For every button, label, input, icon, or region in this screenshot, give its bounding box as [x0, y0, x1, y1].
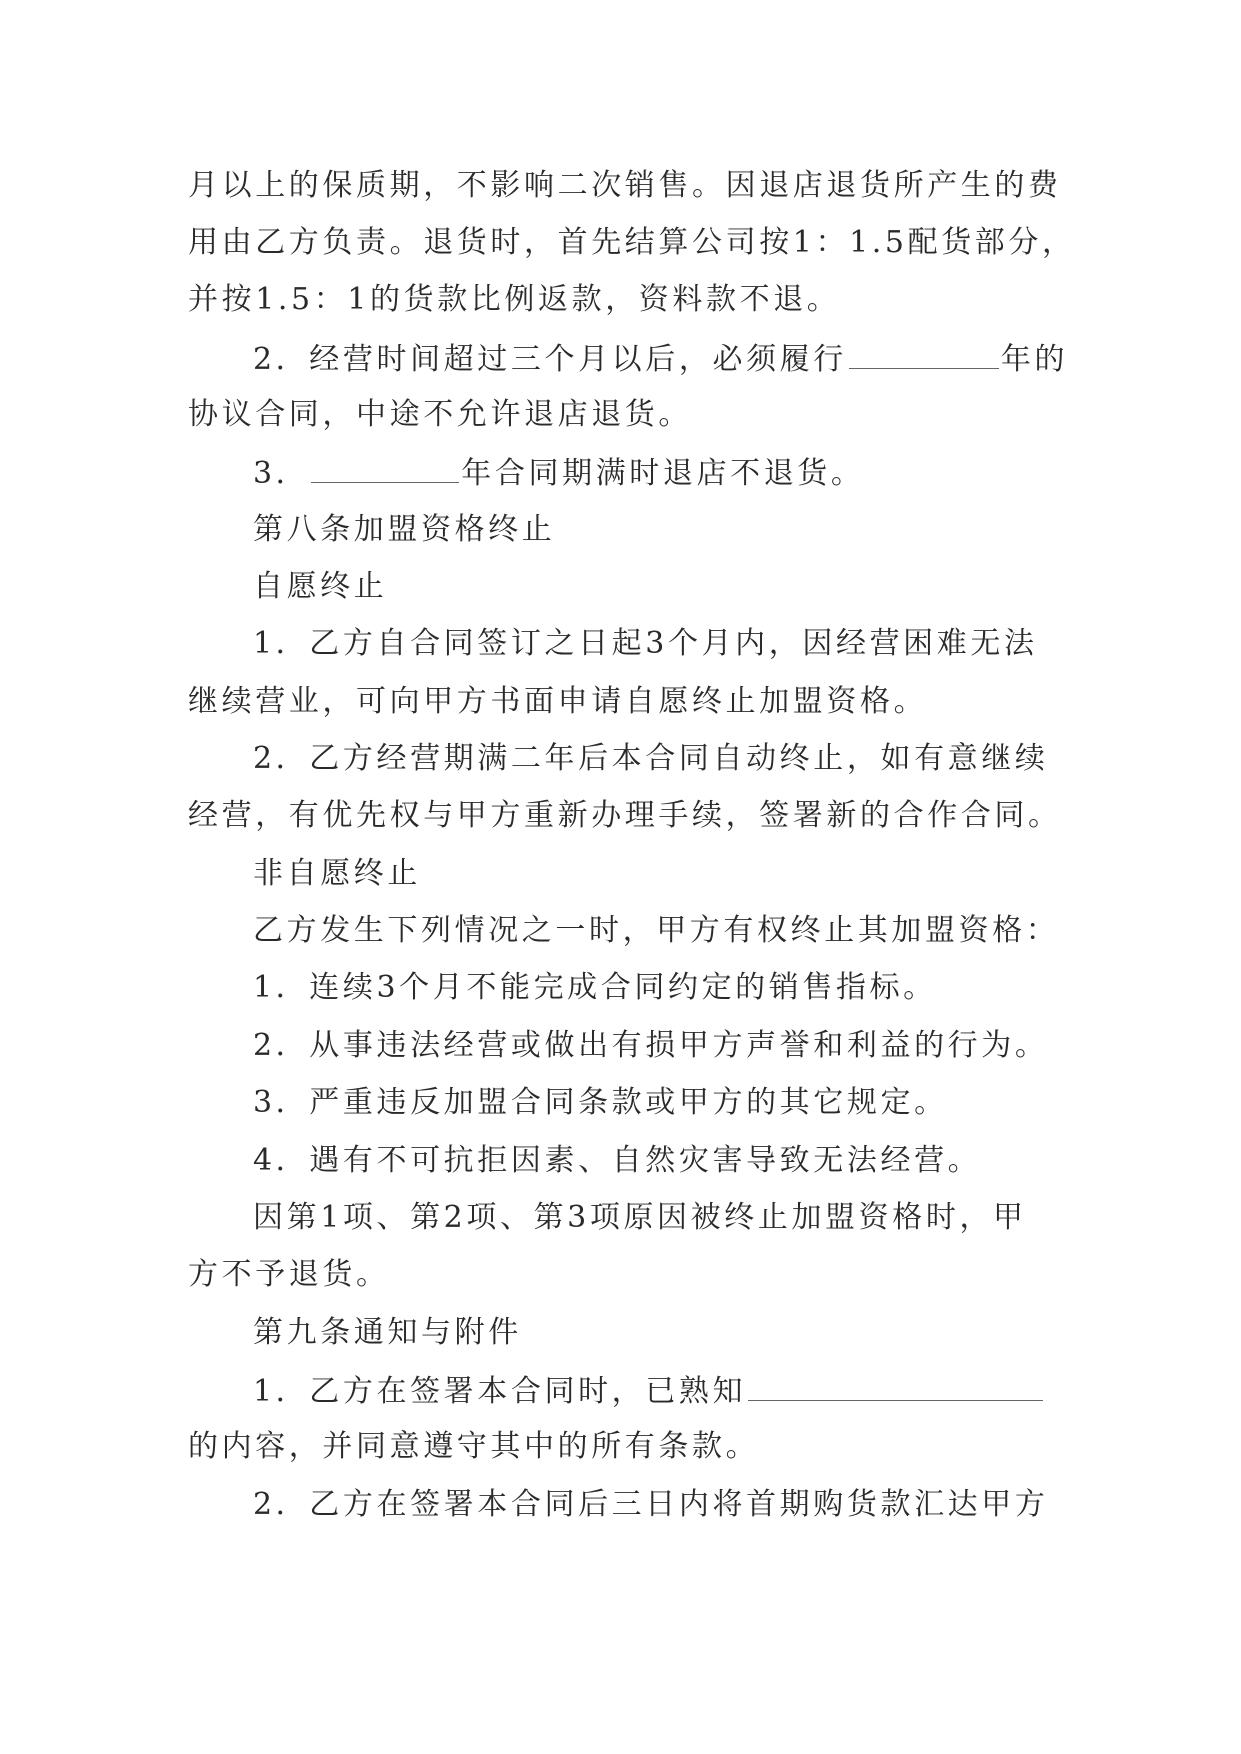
text-line	[253, 739, 1049, 779]
line-text: 方不予退货。	[188, 1257, 390, 1292]
text-line	[188, 166, 1062, 206]
text-line	[188, 280, 840, 320]
list-item	[253, 1083, 948, 1123]
section-heading	[253, 510, 555, 550]
line-text: 1．乙方在签署本合同时，已熟知	[253, 1374, 747, 1409]
text-line	[253, 452, 865, 492]
line-text: 协议合同，中途不允许退店退货。	[188, 397, 692, 432]
line-text: 非自愿终止	[253, 856, 421, 891]
text-line	[253, 1485, 1049, 1525]
text-line	[253, 624, 1038, 664]
line-text: 年合同期满时退店不退货。	[461, 456, 865, 491]
subsection-heading	[253, 854, 421, 894]
line-text: 年的	[1000, 342, 1069, 377]
line-text: 的内容，并同意遵守其中的所有条款。	[188, 1429, 760, 1464]
text-line	[188, 1427, 759, 1467]
line-text: 3．	[253, 456, 310, 491]
blank-underline	[849, 338, 999, 369]
line-text: 自愿终止	[253, 569, 388, 604]
text-line	[188, 395, 692, 435]
list-item	[253, 1141, 981, 1181]
line-text: 继续营业，可向甲方书面申请自愿终止加盟资格。	[188, 684, 928, 719]
line-text: 3．严重违反加盟合同条款或甲方的其它规定。	[253, 1085, 948, 1120]
list-item	[253, 1026, 1049, 1066]
line-text: 月以上的保质期，不影响二次销售。因退店退货所产生的费	[188, 168, 1062, 203]
line-text: 乙方发生下列情况之一时，甲方有权终止其加盟资格：	[253, 913, 1060, 948]
line-text: 第九条通知与附件	[253, 1315, 522, 1350]
line-text: 1．连续3个月不能完成合同约定的销售指标。	[253, 970, 937, 1005]
line-text: 2．从事违法经营或做出有损甲方声誉和利益的行为。	[253, 1028, 1049, 1063]
blank-underline	[311, 452, 459, 483]
text-line	[253, 1370, 1045, 1410]
blank-underline	[748, 1370, 1043, 1401]
text-line	[253, 338, 1068, 378]
text-line	[253, 1198, 1027, 1238]
text-line	[188, 1255, 390, 1295]
line-text: 2．经营时间超过三个月以后，必须履行	[253, 342, 847, 377]
line-text: 用由乙方负责。退货时，首先结算公司按1：1.5配货部分，	[188, 225, 1076, 260]
text-line	[253, 911, 1059, 951]
line-text: 因第1项、第2项、第3项原因被终止加盟资格时，甲	[253, 1200, 1027, 1235]
line-text: 1．乙方自合同签订之日起3个月内，因经营困难无法	[253, 626, 1038, 661]
line-text: 经营，有优先权与甲方重新办理手续，签署新的合作合同。	[188, 798, 1062, 833]
line-text: 第八条加盟资格终止	[253, 512, 556, 547]
list-item	[253, 968, 937, 1008]
line-text: 2．乙方在签署本合同后三日内将首期购货款汇达甲方	[253, 1487, 1049, 1522]
text-line	[188, 682, 927, 722]
line-text: 并按1.5：1的货款比例返款，资料款不退。	[188, 282, 841, 317]
subsection-heading	[253, 567, 387, 607]
line-text: 4．遇有不可抗拒因素、自然灾害导致无法经营。	[253, 1143, 982, 1178]
line-text: 2．乙方经营期满二年后本合同自动终止，如有意继续	[253, 741, 1049, 776]
text-line	[188, 796, 1062, 836]
section-heading	[253, 1313, 522, 1353]
text-line	[188, 223, 1076, 263]
